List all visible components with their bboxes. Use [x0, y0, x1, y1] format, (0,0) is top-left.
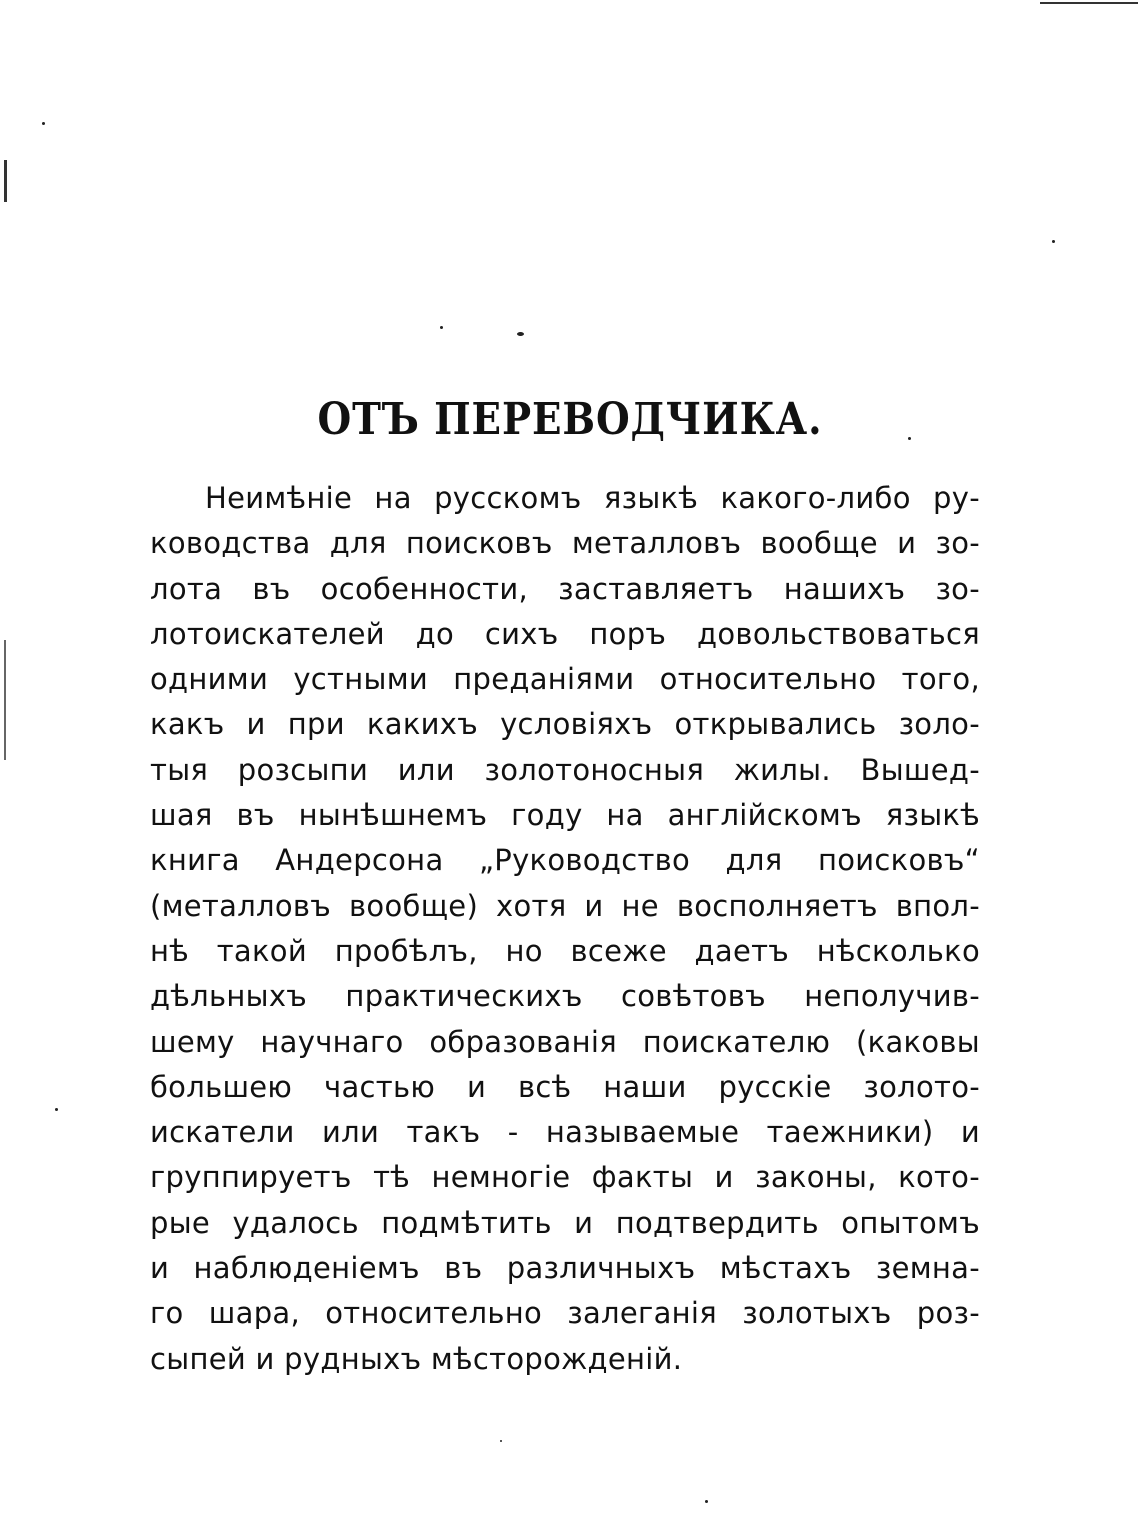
text-line: (металловъ вообще) хотя и не восполняетъ впол- [150, 888, 980, 923]
scan-speck [517, 332, 524, 336]
scan-speck [1052, 240, 1055, 243]
scan-edge-mark-left-1 [4, 160, 7, 202]
text-line: дѣльныхъ практическихъ совѣтовъ неполучив- [150, 979, 980, 1014]
text-line: лота въ особенности, заставляетъ нашихъ зо- [150, 571, 980, 606]
text-line: шему научнаго образованія поискателю (каковы [150, 1024, 980, 1059]
text-line: искатели или такъ - называемые таежники) и [150, 1115, 980, 1150]
scan-speck [705, 1500, 708, 1503]
scan-edge-mark-left-2 [4, 640, 6, 760]
scan-speck [440, 326, 443, 329]
text-line: Неимѣніе на русскомъ языкѣ какого-либо ру- [205, 481, 980, 515]
text-line: одними устными преданіями относительно того, [150, 662, 980, 697]
text-line: тыя розсыпи или золотоносныя жилы. Вышед- [150, 752, 980, 787]
text-line: ководства для поисковъ металловъ вообще и зо- [150, 526, 980, 561]
text-line: рые удалось подмѣтить и подтвердить опытомъ [150, 1205, 980, 1240]
text-line: какъ и при какихъ условіяхъ открывались золо- [150, 707, 980, 742]
text-line: большею частью и всѣ наши русскіе золото- [150, 1069, 980, 1104]
text-line: шая въ нынѣшнемъ году на англійскомъ языкѣ [150, 798, 980, 833]
text-line: группируетъ тѣ немногіе факты и законы, кото- [150, 1160, 980, 1195]
scan-speck [55, 1108, 58, 1111]
page-title: ОТЪ ПЕРЕВОДЧИКА. [317, 394, 823, 445]
text-line: и наблюденіемъ въ различныхъ мѣстахъ земна- [150, 1251, 980, 1286]
text-line: сыпей и рудныхъ мѣсторожденій. [150, 1341, 683, 1376]
body-paragraph [150, 476, 980, 1382]
text-line: лотоискателей до сихъ поръ довольствоваться [150, 616, 980, 651]
scan-speck [500, 1440, 502, 1442]
scan-edge-mark-top-right [1040, 2, 1138, 4]
text-line: нѣ такой пробѣлъ, но всеже даетъ нѣсколько [150, 933, 980, 968]
scan-speck [42, 122, 45, 125]
text-line: книга Андерсона „Руководство для поисковъ“ [150, 843, 980, 878]
text-line: го шара, относительно залеганія золотыхъ роз- [150, 1296, 980, 1331]
